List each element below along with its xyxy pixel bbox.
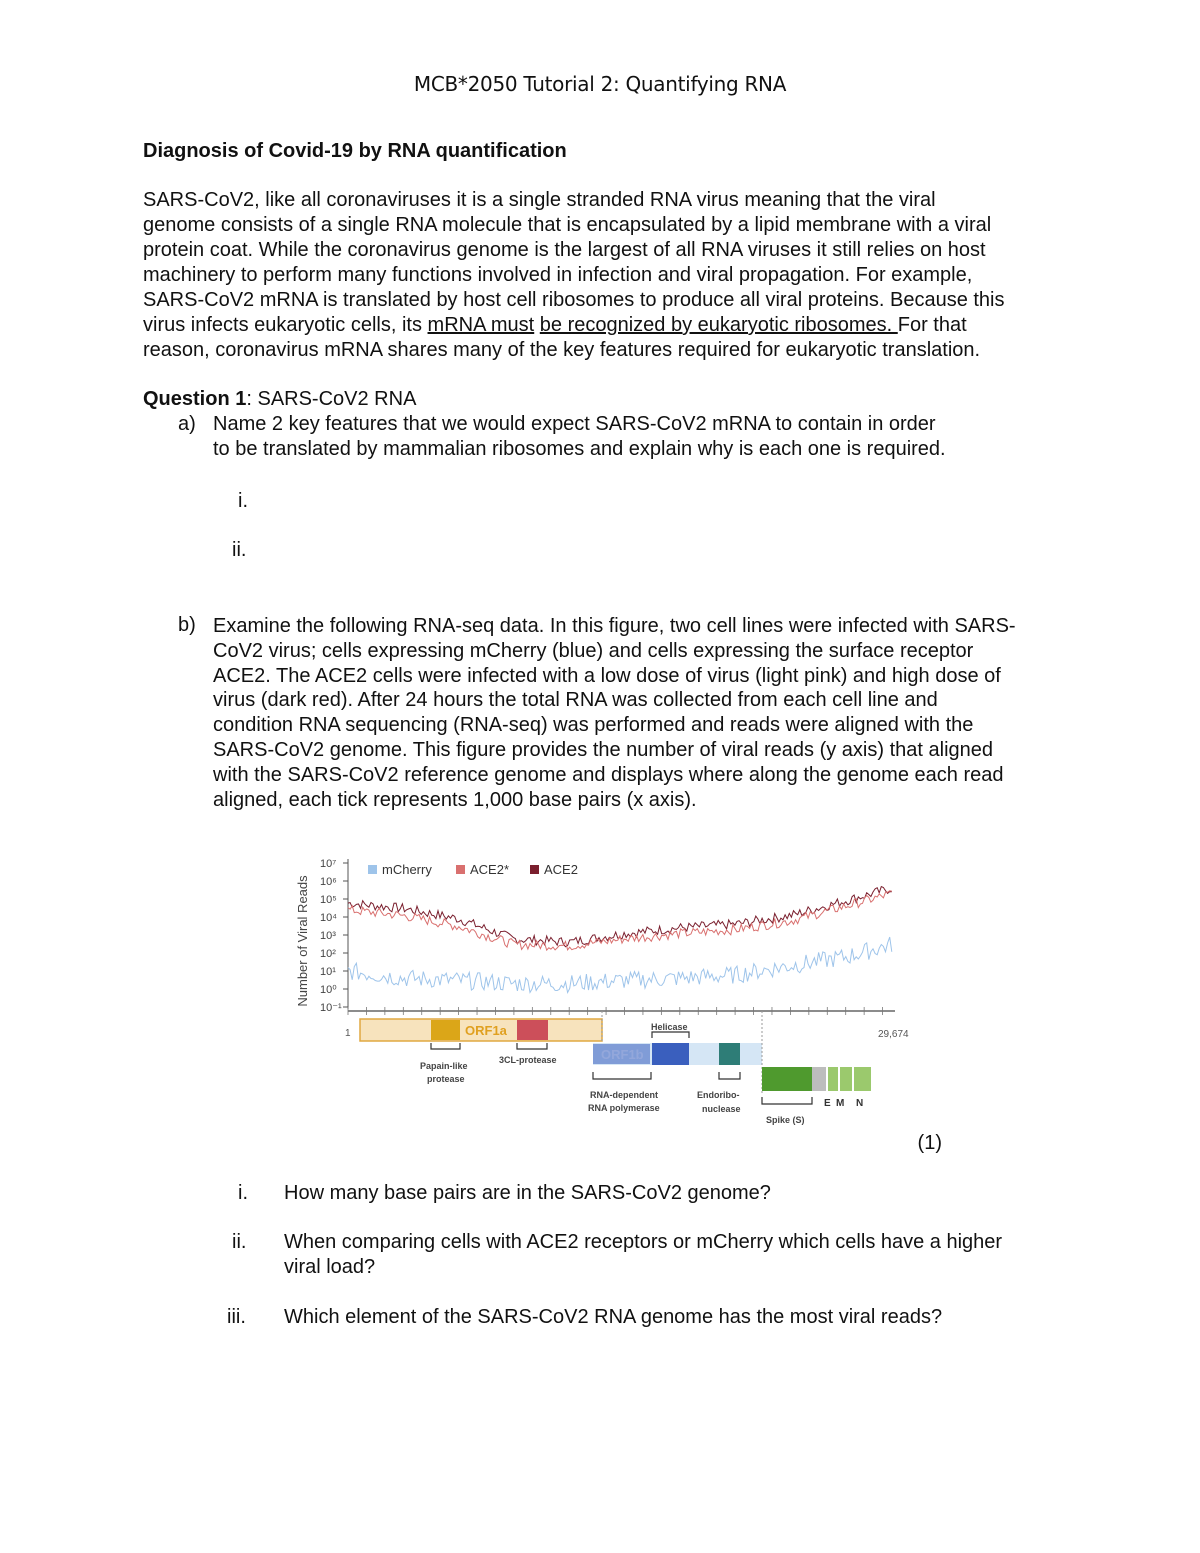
helicase-block [652, 1043, 689, 1065]
question-label: Question 1 [143, 388, 247, 410]
subquestion-text: How many base pairs are in the SARS-CoV2 genome? [284, 1182, 771, 1204]
helicase-label: Helicase [651, 1022, 688, 1032]
underlined-text: be recognized by eukaryotic ribosomes. [539, 314, 898, 336]
part-b-line: SARS-CoV2 genome. This figure provides the number of viral reads (y axis) that aligned [213, 738, 994, 761]
part-b-marker: b) [178, 614, 196, 636]
y-tick-label: 10² [320, 948, 336, 960]
series-line-ace2-star [348, 891, 892, 950]
e-label: E [824, 1098, 831, 1109]
section-heading: Diagnosis of Covid-19 by RNA quantification [143, 140, 567, 162]
m-label: M [836, 1098, 845, 1109]
subquestion-marker: iii. [227, 1306, 246, 1328]
intro-paragraph [143, 188, 1083, 363]
intro-text: For that [897, 314, 967, 336]
intro-line: machinery to perform many functions involved in infection and viral propagation. For example, [143, 264, 973, 286]
n-block [854, 1067, 871, 1091]
spike-block [762, 1067, 812, 1091]
rdrp-label: RNA polymerase [588, 1103, 660, 1113]
part-a-line: Name 2 key features that we would expect SARS-CoV2 mRNA to contain in order [213, 413, 936, 435]
question-title: : SARS-CoV2 RNA [246, 388, 417, 410]
y-tick-label: 10⁴ [320, 912, 337, 924]
document-title: MCB*2050 Tutorial 2: Quantifying RNA [413, 72, 787, 96]
y-tick-label: 10⁵ [320, 894, 337, 906]
endo-bracket [719, 1072, 740, 1079]
figure-number: (1) [917, 1132, 942, 1154]
papain-like-protease-block [431, 1020, 460, 1040]
part-a-marker: a) [178, 413, 196, 435]
intro-line: reason, coronavirus mRNA shares many of the key features required for eukaryotic translation. [143, 339, 981, 361]
cl-bracket [517, 1043, 547, 1049]
endo-label: nuclease [702, 1104, 741, 1114]
part-b-line: ACE2. The ACE2 cells were infected with a low dose of virus (light pink) and high dose of [213, 664, 1001, 687]
orf1b-label-bg [593, 1044, 650, 1064]
genome-end-label: 29,674 [878, 1029, 909, 1040]
endoribonuclease-block [719, 1043, 740, 1065]
cl-label: 3CL-protease [499, 1055, 557, 1065]
helicase-bracket [652, 1032, 689, 1038]
y-ticks [320, 858, 348, 1014]
spike-bracket [762, 1097, 812, 1104]
part-b-line: virus (dark red). After 24 hours the total RNA was collected from each cell line and [213, 689, 938, 712]
rdrp-label: RNA-dependent [590, 1090, 658, 1100]
underlined-text: mRNA must [427, 314, 535, 336]
orf1a-label: ORF1a [465, 1023, 507, 1038]
y-tick-label: 10⁻¹ [320, 1002, 342, 1014]
n-label: N [856, 1098, 864, 1109]
rna-seq-figure [290, 845, 930, 1135]
endo-label: Endoribo- [697, 1090, 740, 1100]
part-b-line: with the SARS-CoV2 reference genome and displays where along the genome each read [213, 763, 1004, 786]
series-group [348, 887, 892, 993]
y-axis-label: Number of Viral Reads [295, 875, 310, 1007]
legend-swatch-ace2-star [456, 865, 465, 874]
legend-swatch-mcherry [368, 865, 377, 874]
gap-block [812, 1067, 826, 1091]
m-block [840, 1067, 852, 1091]
y-tick-label: 10¹ [320, 966, 336, 978]
intro-line: SARS-CoV2 mRNA is translated by host cell ribosomes to produce all viral proteins. Because this [143, 289, 1005, 311]
y-tick-label: 10³ [320, 930, 336, 942]
series-line-mcherry [348, 937, 892, 992]
part-b-paragraph [213, 614, 1016, 812]
answer-item-ii: ii. [232, 539, 247, 561]
part-a-line: to be translated by mammalian ribosomes and explain why is each one is required. [213, 438, 946, 460]
legend-label-ace2: ACE2 [544, 862, 578, 877]
papain-label: protease [427, 1074, 465, 1084]
intro-line: protein coat. While the coronavirus genome is the largest of all RNA viruses it still relies on host [143, 239, 986, 261]
part-b-line: CoV2 virus; cells expressing mCherry (blue) and cells expressing the surface receptor [213, 639, 974, 662]
legend-label-mcherry: mCherry [382, 862, 432, 877]
rna-seq-figure-svg [290, 845, 930, 1135]
part-b-line: condition RNA sequencing (RNA-seq) was performed and reads were aligned with the [213, 714, 974, 737]
spike-label: Spike (S) [766, 1115, 805, 1125]
subquestion-marker: i. [238, 1182, 248, 1204]
e-block [828, 1067, 838, 1091]
intro-line: genome consists of a single RNA molecule that is encapsulated by a lipid membrane with a viral [143, 214, 992, 236]
subquestion-text: When comparing cells with ACE2 receptors or mCherry which cells have a higher [284, 1231, 1003, 1253]
subquestion-text: viral load? [284, 1256, 376, 1278]
intro-line [143, 313, 1083, 338]
y-tick-label: 10⁶ [320, 876, 337, 888]
part-b-line: Examine the following RNA-seq data. In this figure, two cell lines were infected with SARS- [213, 615, 1016, 637]
rdrp-bracket [593, 1072, 651, 1079]
y-tick-label: 10⁷ [320, 858, 337, 870]
intro-text: virus infects eukaryotic cells, its [143, 314, 428, 336]
subquestion-marker: ii. [232, 1231, 247, 1253]
intro-line: SARS-CoV2, like all coronaviruses it is a single stranded RNA virus meaning that the viral [143, 189, 936, 211]
papain-label: Papain-like [420, 1061, 468, 1071]
legend-label-ace2-star: ACE2* [470, 862, 510, 877]
subquestion-text: Which element of the SARS-CoV2 RNA genome has the most viral reads? [284, 1306, 943, 1328]
genome-start-label: 1 [345, 1028, 351, 1039]
part-b-line: aligned, each tick represents 1,000 base pairs (x axis). [213, 788, 697, 811]
y-tick-label: 10⁰ [320, 984, 337, 996]
question-1-heading [143, 388, 416, 411]
3cl-protease-block [517, 1020, 548, 1040]
papain-bracket [431, 1043, 460, 1049]
answer-item-i: i. [238, 490, 248, 512]
legend-swatch-ace2 [530, 865, 539, 874]
